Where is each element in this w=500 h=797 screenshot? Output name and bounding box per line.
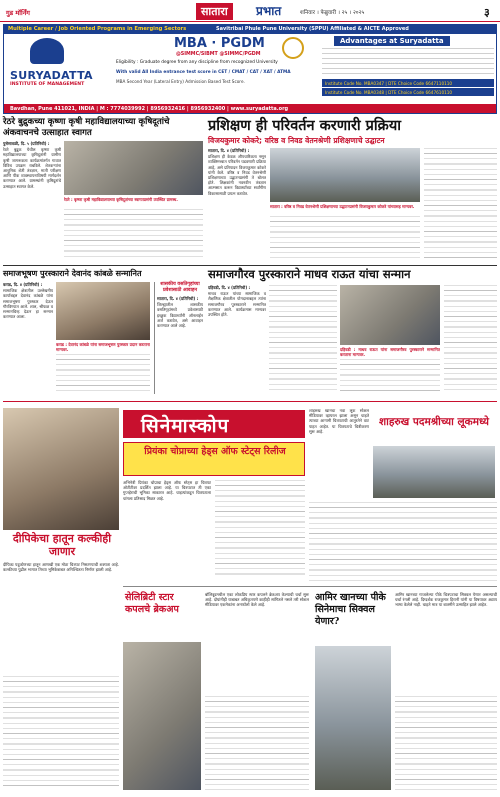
priyanka-body-2 bbox=[215, 480, 305, 578]
masthead-date: शनिवार । फेब्रुवारी । २५ । २०२५ bbox=[300, 10, 365, 16]
deepika-headline: दीपिकेचा हातून कल्कीही जाणार bbox=[12, 532, 112, 558]
story4-caption: दहिवडी : माधव राऊत यांना समाजगौरव पुरस्काराने सन्मानित करताना मान्यवर. bbox=[340, 347, 440, 357]
story2-caption: सातारा : वरिष्ठ व निवड वेतनश्रेणी प्रशिक्षणाच्या उद्घाटनप्रसंगी विजयकुमार कोकरे यांच्यासह मान्यवर. bbox=[270, 204, 415, 209]
ad-code-2: Institute Code No. MBA0348 | DTE Choice Code 6647610110 bbox=[325, 89, 453, 95]
story-krushi bbox=[3, 117, 203, 262]
ad-top-banner-text: Multiple Career / Job Oriented Programs in Emerging Sectors bbox=[8, 26, 187, 32]
story3-body bbox=[3, 282, 53, 394]
story3-photo bbox=[56, 282, 150, 340]
brief-box bbox=[154, 282, 203, 394]
brief-text: जिल्ह्यातील शासकीय वसतिगृहांमध्ये प्रवेशासाठी इच्छुक विद्यार्थ्यांनी ऑनलाईन अर्ज करावेत, असे आवाहन करण्यात आले आहे. bbox=[157, 302, 203, 329]
shah-body-2 bbox=[309, 502, 497, 582]
ad-brand: SURYADATTA bbox=[10, 69, 93, 82]
cinema-section-title: सिनेमास्कोप bbox=[141, 415, 230, 437]
ad-advantages-title: Advantages at Suryadatta bbox=[334, 36, 450, 46]
ad-eligibility: Eligibility : Graduate degree from any discipline from recognized University bbox=[116, 60, 278, 65]
breakup-body: बॉलिवूडमधील एका लोकप्रिय स्टार कपलने ब्रेकअप केल्याची चर्चा सुरू आहे. दोघांनीही याबाबत अधिकृतपणे काहीही सांगितले नसले तरी सोशल मीडियावर एकमेकांना अनफॉलो केले आहे. bbox=[205, 592, 309, 608]
deepika-body: दीपिका पदुकोणच्या हातून आणखी एक मोठा चित्रपट निसटण्याची शक्यता आहे. कल्कीच्या पुढील भागात तिच्या भूमिकेबाबत अनिश्चितता निर्माण झाली आहे. bbox=[3, 562, 119, 573]
story1-headline: रेठरे बुद्रुकच्या कृष्णा कृषी महाविद्यालयाच्या कृषिदूतांचे अंकवाचनचे उत्साहात स्वागत bbox=[3, 117, 170, 138]
story3-byline: कराड, दि. ४ (प्रतिनिधी) : bbox=[3, 282, 43, 287]
story4-body bbox=[208, 285, 266, 394]
priyanka-box bbox=[123, 442, 305, 476]
story4-photo bbox=[340, 285, 440, 345]
priyanka-body: अभिनेत्री प्रियंका चोप्राचा हेड्स ऑफ स्टेट्स हा चित्रपट ओटीटीवर प्रदर्शित झाला आहे. या चित्रपटात ती एका गुप्तहेराची भूमिका साकारत आहे. चाहत्यांकडून चित्रपटाला चांगला प्रतिसाद मिळत आहे. bbox=[123, 480, 211, 501]
story1-caption: रेठरे : कृष्णा कृषी महाविद्यालयाच्या कृषिदूतांच्या स्वागतप्रसंगी उपस्थित ग्रामस्थ. bbox=[64, 197, 178, 202]
ad-code-bar-1 bbox=[322, 79, 494, 87]
ad-top-strip bbox=[4, 25, 497, 34]
story3-body-cont bbox=[56, 354, 150, 394]
shah-photo bbox=[373, 446, 495, 498]
masthead-logo-satara: सातारा bbox=[196, 3, 233, 20]
story3-text: सामाजिक क्षेत्रातील उल्लेखनीय कार्याबद्दल देवानंद कांबळे यांना समाजभूषण पुरस्कार देऊन गौरविण्यात आले. शाल, श्रीफळ व सन्मानचिन्ह देऊन हा सन्मान करण्यात आला. bbox=[3, 288, 53, 320]
cinema-header bbox=[123, 410, 305, 438]
priyanka-headline: प्रियंका चोप्राच्या हेड्स ऑफ स्टेट्स रिलीज bbox=[144, 446, 286, 457]
story3-headline: समाजभूषण पुरस्काराने देवानंद कांबळे सन्मानित bbox=[3, 268, 142, 278]
ad-advantages-lines bbox=[322, 48, 494, 74]
ad-fees-line: MBA Second Year (Lateral Entry) Admission Based Test Score. bbox=[116, 79, 245, 84]
breakup-photo bbox=[123, 642, 201, 790]
breakup-body-2 bbox=[205, 696, 309, 790]
cinema-divider bbox=[123, 586, 497, 587]
aamir-body: आमिर खानच्या गाजलेल्या पीके चित्रपटाचा सिक्वल येणार असल्याची चर्चा रंगली आहे. दिग्दर्शक राजकुमार हिरानी यांनी या विषयावर अद्याप भाष्य केलेले नाही. चाहते मात्र या बातमीने उत्साहित झाले आहेत. bbox=[395, 592, 497, 608]
story1-body bbox=[3, 141, 61, 259]
story2-body bbox=[208, 148, 266, 258]
shah-box bbox=[309, 408, 497, 582]
story4-body-4 bbox=[444, 285, 497, 394]
ad-contact: Bavdhan, Pune 411021, INDIA | M : 7774039992 | 8956932416 | 8956932400 | www.suryadatta.org bbox=[10, 106, 289, 112]
story2-text: प्रशिक्षण ही केवळ औपचारिकता नसून व्यक्तिमत्त्वात परिवर्तन घडवणारी प्रक्रिया आहे, असे प्रतिपादन विजयकुमार कोकरे यांनी केले. वरिष्ठ व निवड वेतनश्रेणी प्रशिक्षणाच्या उद्घाटनप्रसंगी ते बोलत होते. शिक्षकांनी नवनवीन तंत्रज्ञान आत्मसात करून विद्यार्थ्यांच्या सर्वांगीण विकासासाठी प्रयत्न करावेत. bbox=[208, 154, 266, 196]
ad-valid-scores: With valid All India entrance test score in CET / CMAT / CAT / XAT / ATMA bbox=[116, 70, 291, 75]
ad-contact-strip bbox=[4, 104, 497, 114]
ad-code-bar-2 bbox=[322, 88, 494, 96]
story2-byline: सातारा, दि. ४ (प्रतिनिधी) : bbox=[208, 148, 250, 153]
story4-byline: दहिवडी, दि. ४ (प्रतिनिधी) : bbox=[208, 285, 251, 290]
brief-body bbox=[157, 296, 203, 384]
story3-caption: कराड : देवानंद कांबळे यांना समाजभूषण पुरस्कार प्रदान करताना मान्यवर. bbox=[56, 342, 150, 352]
story-training bbox=[208, 117, 497, 262]
story4-body-3 bbox=[340, 359, 440, 394]
story4-text: माधव राऊत यांच्या सामाजिक व शैक्षणिक क्षेत्रातील योगदानाबद्दल त्यांना समाजगौरव पुरस्काराने सन्मानित करण्यात आले. कार्यक्रमास मान्यवर उपस्थित होते. bbox=[208, 291, 266, 318]
aamir-headline: आमिर खानच्या पीके सिनेमाचा सिक्वल येणार? bbox=[315, 592, 386, 627]
ad-logo-icon bbox=[30, 38, 64, 64]
story2-subhead: विजयकुमार कोकरे; वरिष्ठ व निवड वेतनश्रेणी प्रशिक्षणाचे उद्घाटन bbox=[208, 136, 385, 145]
story4-headline: समाजगौरव पुरस्काराने माधव राऊत यांचा सन्मान bbox=[208, 267, 411, 281]
story1-text: रेठरे बुद्रुक येथील कृष्णा कृषी महाविद्यालयाच्या कृषिदूतांनी ग्रामीण कृषी जागरूकता कार्यक्रमांतर्गत गावात विविध उपक्रम राबविले. शेतकऱ्यांना आधुनिक शेती तंत्रज्ञान, माती परीक्षण आणि पीक व्यवस्थापनाविषयी मार्गदर्शन करण्यात आले. ग्रामस्थांनी कृषिदूतांचे उत्साहात स्वागत केले. bbox=[3, 147, 61, 189]
story2-body-cont bbox=[270, 216, 420, 258]
ad-codes: @SIMMC/SIBMT @SIMMC/PGDM bbox=[176, 52, 261, 57]
cinema-section bbox=[3, 401, 497, 794]
story4-body-2 bbox=[269, 285, 337, 394]
ad-code-1: Institute Code No. MBA0347 | DTE Choice Code 6647110110 bbox=[325, 80, 453, 86]
ad-advantages-box bbox=[322, 36, 494, 76]
ad-badge-icon bbox=[282, 37, 304, 59]
aamir-body-2 bbox=[395, 696, 497, 790]
deepika-body-2 bbox=[3, 676, 119, 790]
ad-brand-sub: INSTITUTE OF MANAGEMENT bbox=[10, 82, 85, 87]
story2-body-right bbox=[424, 148, 497, 258]
masthead bbox=[0, 0, 500, 22]
story2-photo bbox=[270, 148, 420, 202]
brief-title: शासकीय वसतिगृहांच्या प्रवेशासाठी आवाहन bbox=[160, 282, 200, 293]
story1-byline: पुसेसावळी, दि. ५ (प्रतिनिधी) : bbox=[3, 141, 50, 146]
masthead-logo-prabhat: प्रभात bbox=[256, 4, 282, 18]
divider-1 bbox=[3, 265, 497, 266]
story2-headline: प्रशिक्षण ही परिवर्तन करणारी प्रक्रिया bbox=[208, 117, 401, 134]
masthead-left-tag: गुड मॉर्निंग bbox=[6, 9, 30, 17]
story1-body-cont bbox=[64, 209, 203, 259]
shah-body-left: शाहरुख खानचा नवा लूक सोशल मीडियावर व्हायरल झाला असून चाहते त्याच्या आगामी चित्रपटाची आतुरतेने वाट पाहत आहेत. या चित्रपटाचे चित्रीकरण सुरू आहे. bbox=[309, 408, 369, 434]
brief-byline: सातारा, दि. ४ (प्रतिनिधी) : bbox=[157, 296, 199, 301]
story-kamble bbox=[3, 268, 203, 398]
ad-top-banner-right: Savitribai Phule Pune University (SPPU) Affiliated & AICTE Approved bbox=[216, 26, 409, 32]
deepika-photo bbox=[3, 408, 119, 530]
ad-banner bbox=[3, 24, 497, 114]
aamir-photo bbox=[315, 646, 391, 790]
story-raut bbox=[208, 268, 497, 398]
breakup-headline: सेलिब्रिटी स्टार कपलचे ब्रेकअप bbox=[125, 592, 179, 615]
story1-photo bbox=[64, 141, 203, 195]
page-number: ३ bbox=[484, 6, 490, 19]
shah-headline: शाहरुख पदमश्रीच्या लूकमध्ये bbox=[378, 416, 490, 428]
ad-program: MBA · PGDM bbox=[174, 36, 265, 51]
